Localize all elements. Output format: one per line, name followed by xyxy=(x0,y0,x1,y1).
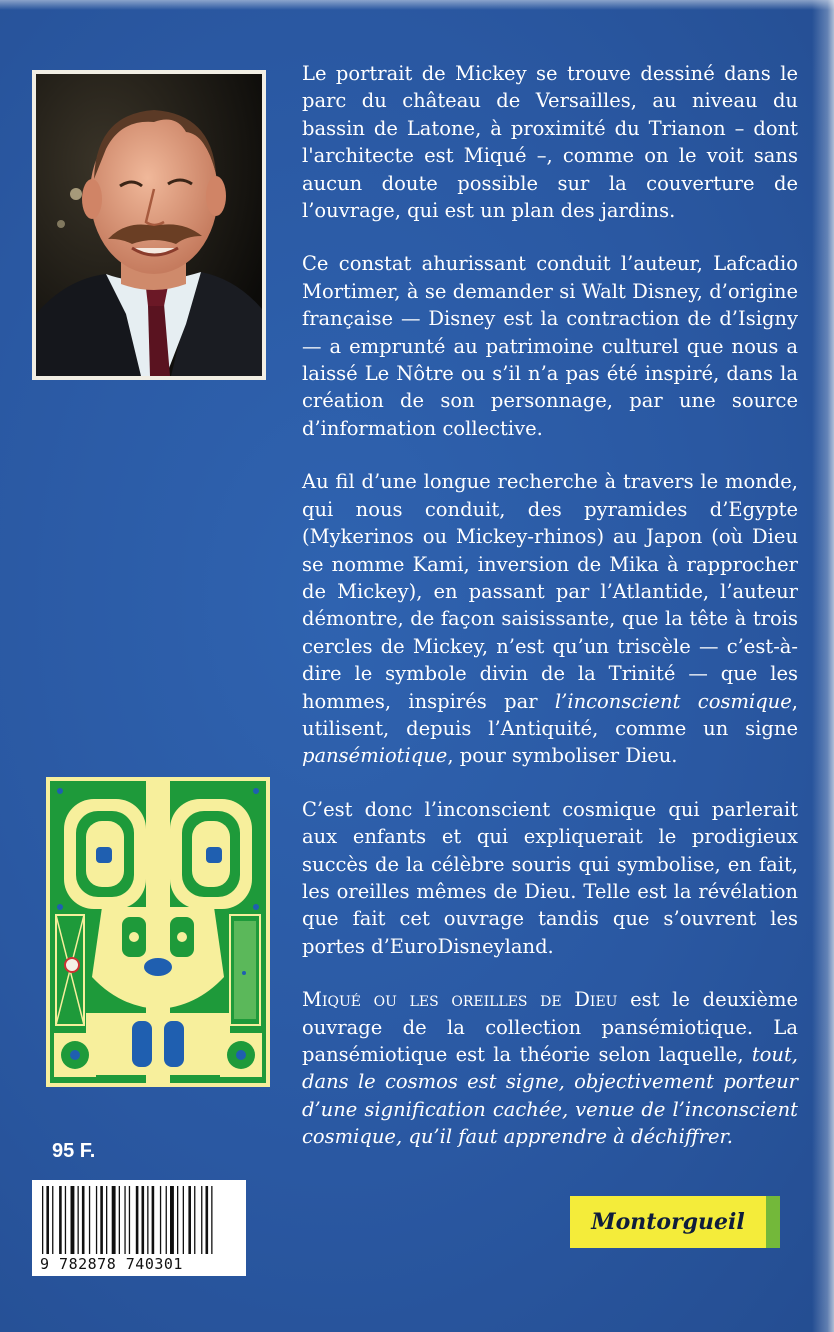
blurb-text xyxy=(302,60,798,1177)
barcode-bar xyxy=(142,1186,145,1254)
barcode-bar xyxy=(96,1186,97,1254)
paragraph-3-text-c: , pour symboliser Dieu. xyxy=(447,744,678,768)
barcode-bar xyxy=(100,1186,103,1254)
barcode-bar xyxy=(206,1186,209,1254)
paragraph-5-italic: tout, dans le cosmos est signe, objectivement porteur d’une signification cachée, venue de l’inconscient cosmique, qu’il faut apprendre à déchiffrer. xyxy=(302,1043,798,1149)
paragraph-4-text: C’est donc l’inconscient cosmique qui parlerait aux enfants et qui expliquerait le prodigieux succès de la célèbre souris qui symbolise, en fait, les oreilles mêmes de Dieu. Telle est la révélation que fait cet ouvrage tandis que s’ouvrent les portes d’EuroDisneyland. xyxy=(302,797,798,958)
barcode-bar xyxy=(59,1186,62,1254)
barcode-bar xyxy=(188,1186,191,1254)
barcode-bar xyxy=(147,1186,148,1254)
barcode-bar xyxy=(78,1186,79,1254)
barcode-bar xyxy=(124,1186,125,1254)
barcode-bar xyxy=(160,1186,161,1254)
barcode-bar xyxy=(211,1186,212,1254)
paragraph-3 xyxy=(302,468,798,769)
paragraph-1 xyxy=(302,60,798,224)
paragraph-5-text: est le deuxième ouvrage de la collection pansémiotique. La pansémiotique est la théorie selon laquelle, xyxy=(302,988,798,1066)
paragraph-1-text: Le portrait de Mickey se trouve dessiné dans le parc du château de Versailles, au niveau du bassin de Latone, à proximité du Trianon – dont l'architecte est Miqué –, comme on le voit sans aucun doute possible sur la couverture de l’ouvrage, qui est un plan des jardins. xyxy=(302,62,798,223)
publisher-logo xyxy=(570,1196,780,1248)
barcode-bar xyxy=(201,1186,202,1254)
barcode-bar xyxy=(166,1186,167,1254)
barcode-bar xyxy=(65,1186,66,1254)
paragraph-2-text: Ce constat ahurissant conduit l’auteur, Lafcadio Mortimer, à se demander si Walt Disney, d’origine française — Disney est la contraction de d’Isigny — a emprunté au patrimoine culturel que nous a laissé Le Nôtre ou s’il n’a pas été inspiré, dans la création de son personnage, par une source d’information collective. xyxy=(302,252,798,440)
barcode-bar xyxy=(112,1186,116,1254)
paragraph-3-italic-a: l’inconscient cosmique xyxy=(554,689,792,713)
garden-plan-icon xyxy=(46,777,270,1087)
barcode-bar xyxy=(129,1186,130,1254)
barcode-bar xyxy=(52,1186,53,1254)
barcode-bar xyxy=(183,1186,184,1254)
author-portrait-icon xyxy=(36,74,262,376)
barcode-bar xyxy=(194,1186,195,1254)
paragraph-5 xyxy=(302,986,798,1150)
worn-right-edge xyxy=(812,0,834,1332)
paragraph-2 xyxy=(302,250,798,442)
barcode-bars-icon xyxy=(40,1186,238,1254)
barcode-bar xyxy=(89,1186,90,1254)
barcode-bar xyxy=(170,1186,174,1254)
worn-top-edge xyxy=(0,0,834,10)
isbn-barcode xyxy=(32,1180,246,1276)
barcode-bar xyxy=(106,1186,107,1254)
barcode-bar xyxy=(42,1186,43,1254)
price-label: 95 F. xyxy=(52,1140,96,1162)
barcode-bar xyxy=(152,1186,155,1254)
barcode-bar xyxy=(119,1186,120,1254)
publisher-name: Montorgueil xyxy=(591,1209,745,1235)
barcode-bar xyxy=(46,1186,49,1254)
barcode-bar xyxy=(177,1186,178,1254)
barcode-bar xyxy=(71,1186,75,1254)
author-portrait xyxy=(32,70,266,380)
garden-plan xyxy=(46,777,270,1087)
paragraph-4 xyxy=(302,796,798,960)
book-title-small-caps: Miqué ou les oreilles de Dieu xyxy=(302,988,618,1012)
barcode-bar xyxy=(82,1186,85,1254)
paragraph-3-italic-b: pansémiotique xyxy=(302,744,448,768)
barcode-bar xyxy=(136,1186,139,1254)
paragraph-3-text-a: Au fil d’une longue recherche à travers le monde, qui nous conduit, des pyramides d’Egypte (Mykerinos ou Mickey-rhinos) au Japon (où Dieu se nomme Kami, inversion de Mika à rapprocher de Mickey), en passant par l’Atlantide, l’auteur démontre, de façon saisissante, que la tête à trois cercles de Mickey, n’est qu’un triscèle — c’est-à-dire le symbole divin de la Trinité — que les hommes, inspirés par xyxy=(302,470,798,713)
barcode-number: 9 782878 740301 xyxy=(40,1255,183,1273)
paragraph-3-text-b: , utilisent, depuis l’Antiquité, comme un signe xyxy=(302,689,798,740)
